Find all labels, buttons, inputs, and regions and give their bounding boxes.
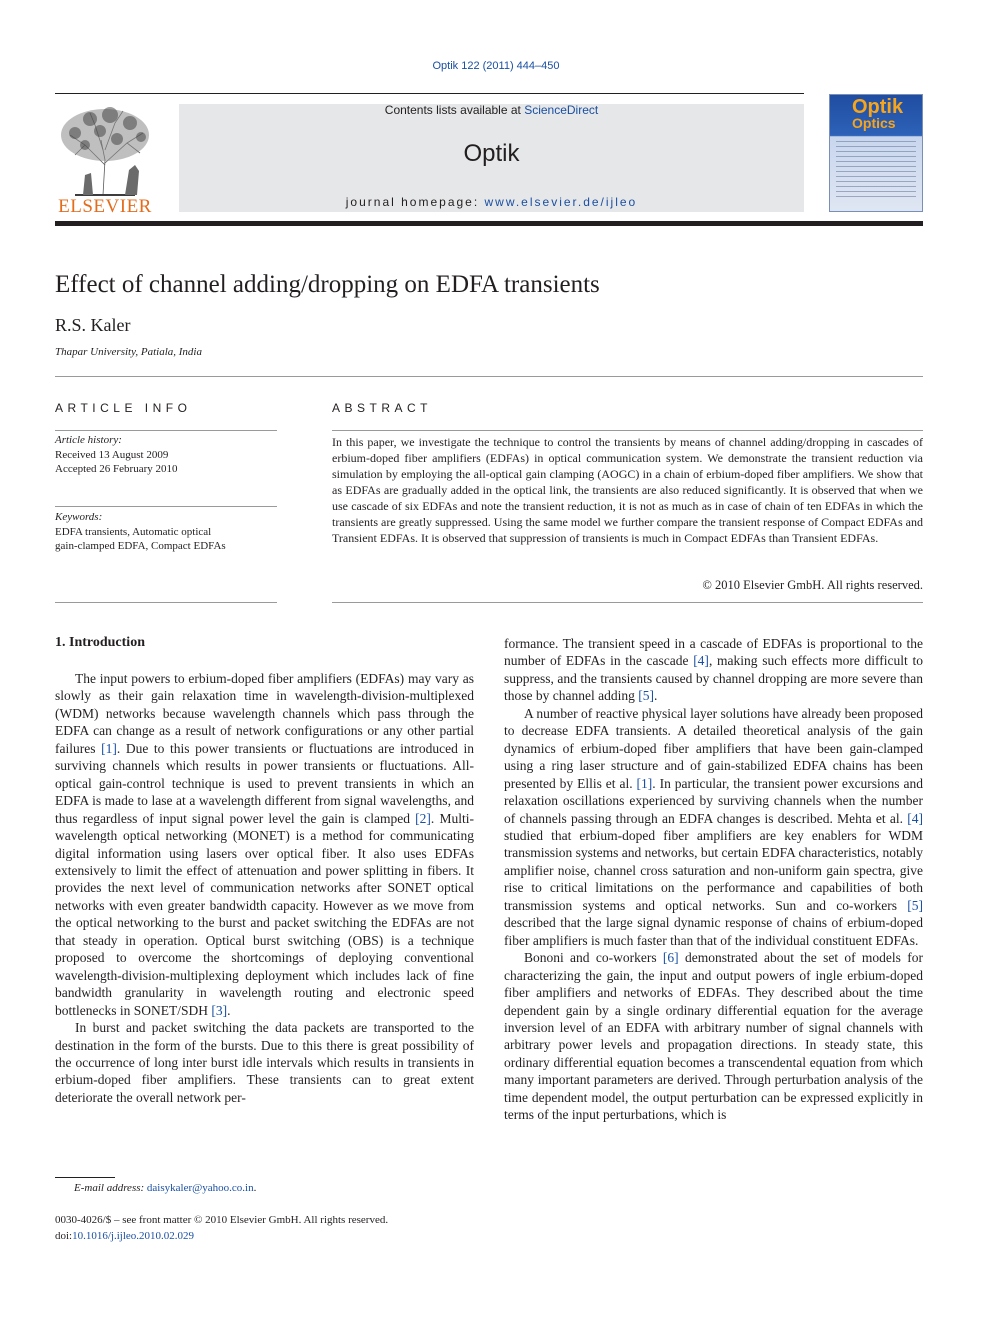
paragraph: In burst and packet switching the data packets are transported to the destination in the form of the bursts. Due to this there is great possibility of the occurrence of long inter burst idle intervals which results in transients in erbium-doped fiber amplifiers. These transients can to great extent deteriorate the overall network per-: [55, 1020, 474, 1105]
footnote-rule: [55, 1177, 115, 1178]
paragraph: formance. The transient speed in a cascade of EDFAs is proportional to the number of EDFAs in the cascade [4], making such effects more difficult to suppress, and the transients caused by channel dropping are more severe than those by channel adding [5].: [504, 636, 923, 704]
keywords-label: Keywords:: [55, 511, 103, 523]
abstract-heading: ABSTRACT: [332, 401, 433, 415]
sciencedirect-link[interactable]: ScienceDirect: [524, 103, 599, 117]
issn-line: 0030-4026/$ – see front matter © 2010 Elsevier GmbH. All rights reserved.: [55, 1214, 389, 1226]
accepted-date: Accepted 26 February 2010: [55, 463, 178, 475]
masthead-rule: [55, 221, 923, 226]
citation-link[interactable]: [1]: [101, 740, 117, 756]
abstract-copyright: © 2010 Elsevier GmbH. All rights reserved.: [702, 578, 923, 592]
citation-link[interactable]: [6]: [662, 950, 679, 966]
article-info-rule: [55, 430, 277, 431]
citation-link[interactable]: [4]: [907, 810, 923, 826]
contents-prefix: Contents lists available at: [384, 103, 525, 117]
article-info-bottom-rule: [55, 602, 277, 603]
front-matter: [55, 1212, 388, 1244]
journal-cover-thumbnail[interactable]: [829, 94, 923, 212]
keywords-block: [55, 510, 277, 554]
author-affiliation: Thapar University, Patiala, India: [55, 346, 202, 358]
citation-link[interactable]: [5]: [638, 688, 654, 704]
article-title: Effect of channel adding/dropping on EDFA transients: [55, 271, 600, 298]
body-column-left: [55, 670, 474, 1106]
citation-link[interactable]: [4]: [693, 653, 709, 669]
keywords-line: gain-clamped EDFA, Compact EDFAs: [55, 540, 226, 552]
header-rule: [55, 93, 804, 94]
contents-available: [179, 103, 804, 117]
elsevier-wordmark[interactable]: ELSEVIER: [58, 196, 152, 217]
journal-citation[interactable]: Optik 122 (2011) 444–450: [432, 60, 560, 72]
author-email-link[interactable]: daisykaler@yahoo.co.in: [146, 1182, 254, 1194]
title-rule: [55, 376, 923, 377]
doi-link[interactable]: 10.1016/j.ijleo.2010.02.029: [72, 1230, 195, 1242]
citation-link[interactable]: [1]: [636, 775, 653, 791]
article-history: [55, 433, 277, 477]
paragraph: A number of reactive physical layer solutions have already been proposed to decrease EDFA transients. A detailed theoretical analysis of the gain dynamics of erbium-doped fiber amplifiers that have been gain-clamped using a ring laser structure and of gain-stabilized EDFA chains has been presented by Ellis et al. [1]. In particular, the transient power excursions and relaxation oscillations experienced by surviving channels when the number of channels passing through an EDFA changes is described. Mehta et al. [4] studied that erbium-doped fiber amplifiers are key enablers for WDM transmission systems and networks, but certain EDFA characteristics, notably amplifier noise, channel cross saturation and non-uniform gain spectra, give rise to critical limitations on the performance and capabilities of both transmission systems and optical networks. Sun and co-workers [5] described that the large signal dynamic response of chains of erbium-doped fiber amplifiers is much faster than that of the individual constituent EDFAs.: [504, 705, 923, 948]
keywords-line: EDFA transients, Automatic optical: [55, 525, 212, 538]
article-author: R.S. Kaler: [55, 315, 131, 335]
cover-title: Optik: [852, 96, 904, 118]
elsevier-tree-icon: [55, 105, 155, 197]
author-email-footnote: E-mail address: daisykaler@yahoo.co.in.: [74, 1182, 257, 1194]
journal-name: Optik: [463, 140, 520, 167]
homepage-link[interactable]: www.elsevier.de/ijleo: [484, 195, 638, 209]
cover-contents-lines: [836, 141, 916, 201]
doi-line: doi:10.1016/j.ijleo.2010.02.029: [55, 1230, 195, 1242]
citation-link[interactable]: [3]: [211, 1002, 228, 1018]
email-label: E-mail address:: [74, 1182, 147, 1194]
homepage-label: journal homepage:: [345, 195, 485, 209]
abstract-rule: [332, 430, 923, 431]
cover-subtitle: Optics: [852, 115, 896, 131]
citation-link[interactable]: [2]: [415, 810, 431, 826]
journal-homepage: [179, 195, 804, 209]
history-label: Article history:: [55, 434, 122, 446]
abstract-text: In this paper, we investigate the technique to control the transients by means of channel adding/dropping in cascades of erbium-doped fiber amplifiers (EDFAs) in optical communication system. We demonstrate the transient reduction via simulation by employing the all-optical gain clamping (AOGC) in a chain of erbium-doped fiber amplifiers. We show that as EDFAs are gradually added in the optical link, the transients are also reduced significantly. It is observed that when we use cascade of six EDFAs and note the transient reduction, it is not as much as in case of chain of ten EDFAs in which the transients are greatly suppressed. Using the same model we further compare the transient response of Compact EDFAs and Transient EDFAs. It is observed that suppression of transients is much in Compact EDFAs than Transient EDFAs.: [332, 435, 923, 545]
citation-link[interactable]: [5]: [907, 897, 923, 913]
abstract-bottom-rule: [332, 602, 923, 603]
keywords-rule: [55, 506, 277, 507]
section-heading-introduction: 1. Introduction: [55, 635, 145, 650]
article-info-heading: ARTICLE INFO: [55, 401, 192, 415]
paragraph: The input powers to erbium-doped fiber amplifiers (EDFAs) may vary as slowly as their gain relaxation time in wavelength-division-multiplexed (WDM) networks because wavelength channels which pass through the EDFA can change as a result of network configurations or any other partial failures [1]. Due to this power transients or fluctuations are introduced in surviving channels which results in power transients or fluctuations. All-optical gain-control technique is used to prevent transients in which an EDFA is made to lase at a wavelength different from signal wavelengths, and thus regardless of input signal power level the gain is clamped [2]. Multi-wavelength optical networking (MONET) is a method for communicating digital information using lasers over optical fiber. It also uses EDFAs extensively to limit the effect of attenuation and power splitting in fibers. It provides the next level of communication networks after SONET optical networks with even greater bandwidth capacity. However as we move from the optical networking to the burst and packet switching the EDFAs are not that steady in operation. Optical burst switching (OBS) is a technique proposed to overcome the shortcomings of deploying conventional wavelength-division-multiplexing deployment which includes lack of fine bandwidth granularity in wavelength routing and electronic speed bottlenecks in SONET/SDH [3].: [55, 671, 474, 1018]
paragraph: Bononi and co-workers [6] demonstrated about the set of models for characterizing the gain, the input and output powers of ingle erbium-doped fiber amplifiers and networks of EDFAs. They described about the time dependent gain by a single ordinary differential equation for the average inversion level of an EDFA with arbitrary number of signal channels with arbitrary power levels and propagation directions. In steady state, this ordinary differential equation becomes a transcendental equation from which many important parameters are derived. Through perturbation analysis of the time dependent model, the output perturbation can be expressed explicitly in terms of the input perturbations, which is: [504, 950, 923, 1123]
received-date: Received 13 August 2009: [55, 448, 169, 461]
body-column-right: [504, 635, 923, 1124]
